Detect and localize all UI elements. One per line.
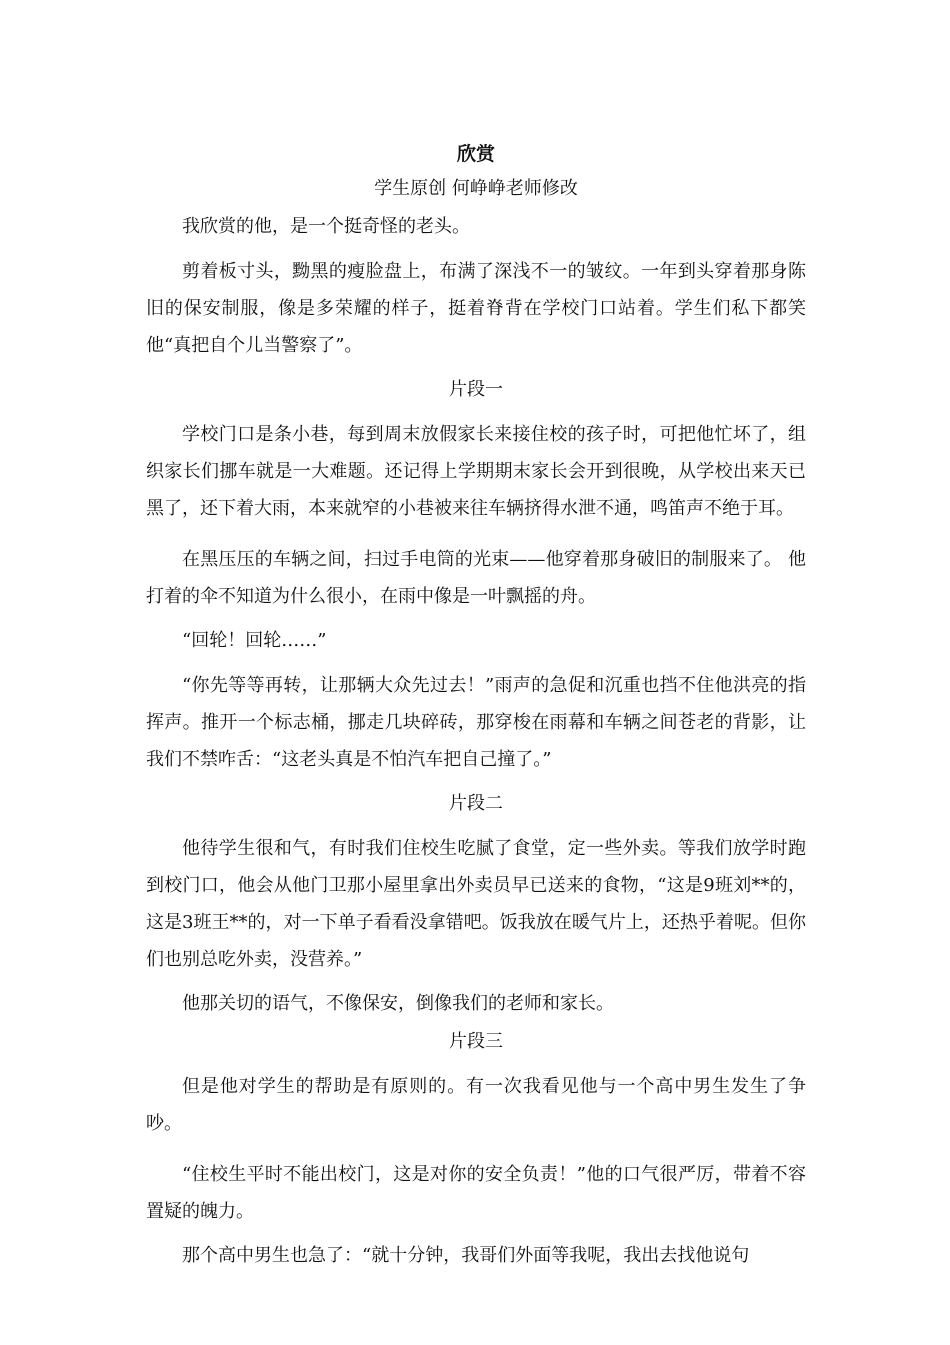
intro-paragraph: 剪着板寸头，黝黑的瘦脸盘上，布满了深浅不一的皱纹。一年到头穿着那身陈旧的保安制服，像是多荣耀的样子，挺着脊背在学校门口站着。学生们私下都笑他“真把自个儿当警察了”。	[146, 261, 806, 356]
body-paragraph: 他待学生很和气，有时我们住校生吃腻了食堂，定一些外卖。等我们放学时跑到校门口，他会从他门卫那小屋里拿出外卖员早已送来的食物，“这是9班刘**的，这是3班王**的，对一下单子看看没拿错吧。饭我放在暖气片上，还热乎着呢。但你们也别总吃外卖，没营养。”	[146, 838, 806, 970]
body-paragraph: 在黑压压的车辆之间，扫过手电筒的光束——他穿着那身破旧的制服来了。 他打着的伞不知道为什么很小，在雨中像是一叶飘摇的舟。	[146, 549, 806, 607]
author-byline: 学生原创 何峥峥老师修改	[374, 178, 578, 199]
body-paragraph: 他那关切的语气，不像保安，倒像我们的老师和家长。	[182, 993, 614, 1014]
body-paragraph: “你先等等再转，让那辆大众先过去！”雨声的急促和沉重也挡不住他洪亮的指挥声。推开一个标志桶，挪走几块碎砖，那穿梭在雨幕和车辆之间苍老的背影，让我们不禁咋舌：“这老头真是不怕汽车把自己撞了。”	[146, 675, 806, 770]
document-page	[146, 130, 806, 1282]
body-paragraph: 那个高中男生也急了：“就十分钟，我哥们外面等我呢，我出去找他说句	[182, 1245, 750, 1266]
body-paragraph: “回轮！回轮……”	[182, 630, 327, 651]
body-paragraph: 学校门口是条小巷，每到周末放假家长来接住校的孩子时，可把他忙坏了，组织家长们挪车就是一大难题。还记得上学期期末家长会开到很晚，从学校出来天已黑了，还下着大雨，本来就窄的小巷被来往车辆挤得水泄不通，鸣笛声不绝于耳。	[146, 424, 806, 519]
body-paragraph: “住校生平时不能出校门，这是对你的安全负责！”他的口气很严厉，带着不容置疑的魄力。	[146, 1164, 806, 1222]
document-title: 欣赏	[456, 143, 495, 165]
intro-paragraph: 我欣赏的他，是一个挺奇怪的老头。	[182, 216, 470, 237]
body-paragraph: 但是他对学生的帮助是有原则的。有一次我看见他与一个高中男生发生了争吵。	[146, 1076, 806, 1134]
section-heading: 片段三	[449, 1031, 503, 1052]
section-heading: 片段一	[449, 379, 503, 400]
section-heading: 片段二	[449, 793, 503, 814]
